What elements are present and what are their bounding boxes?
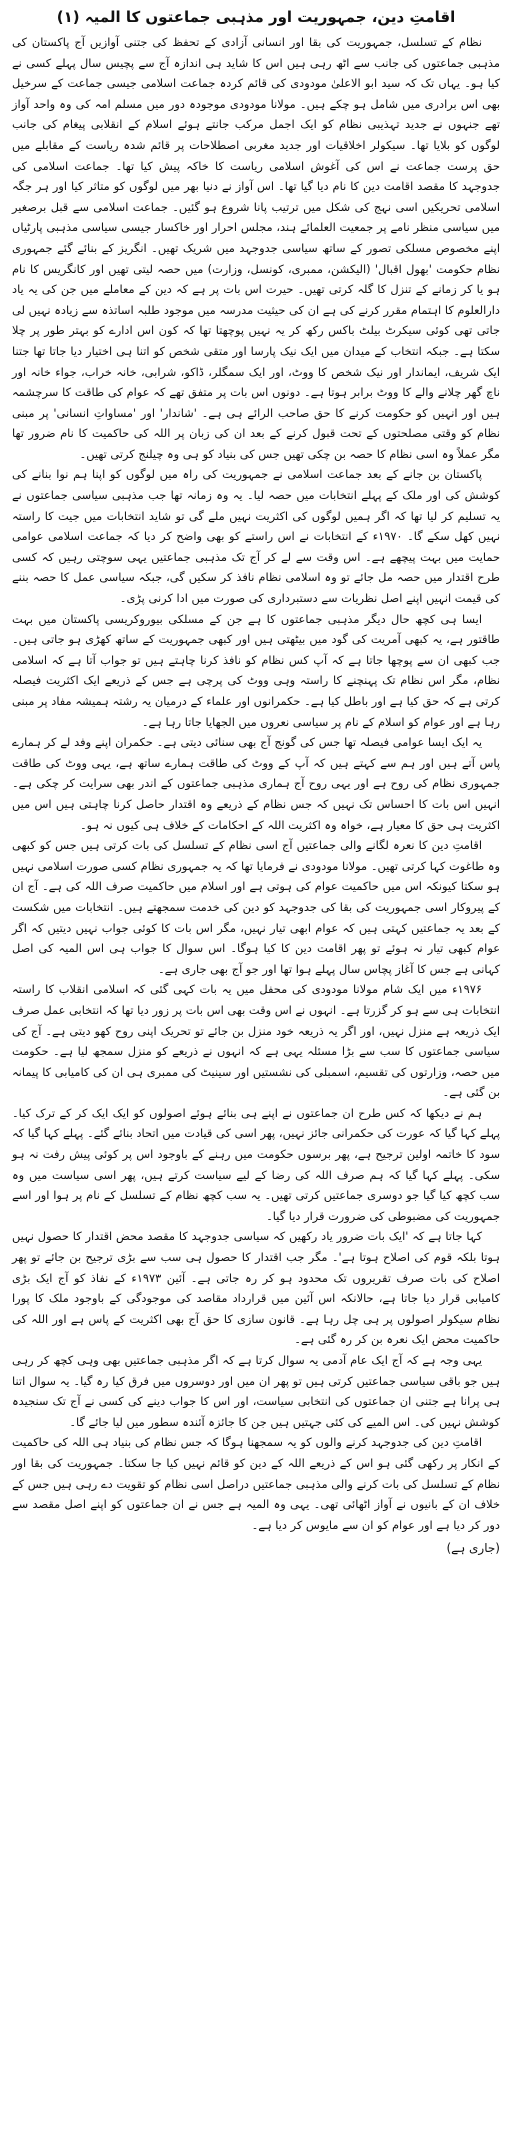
- article-body: [12, 32, 500, 1535]
- article-paragraph: یہ ایک ایسا عوامی فیصلہ تھا جس کی گونج آج بھی سنائی دیتی ہے۔ حکمران اپنے وفد لے کر ہمارے پاس آتے ہیں اور ہم سے کہتے ہیں کہ آپ کے ووٹ کی طاقت ہمارے ساتھ ہے، یہی ووٹ کی طاقت جمہوری نظام کی روح ہے اور یہی روح آج ہماری مذہبی جماعتوں کے اندر بھی سرایت کر چکی ہے۔ انہیں اس بات کا احساس تک نہیں کہ جس نظام کے ذریعے وہ اقتدار حاصل کرنا چاہتی ہیں اس میں اکثریت ہی حق کا معیار ہے، خواہ وہ اکثریت اللہ کے احکامات کے خلاف ہی کیوں نہ ہو۔: [12, 735, 500, 832]
- article-paragraph: نظام کے تسلسل، جمہوریت کی بقا اور انسانی آزادی کے تحفظ کی جتنی آوازیں آج پاکستان کی مذہبی جماعتوں کی جانب سے اٹھ رہی ہیں اس کا شاید ہی اندازہ آج سے پچیس سال پہلے کسی نے کیا ہو۔ یہاں تک کہ سید ابو الاعلیٰ مودودی کی قائم کردہ جماعت اسلامی جیسی جماعت کے سرخیل بھی اس برادری میں شامل ہو چکے ہیں۔ مولانا مودودی موجودہ دور میں مسلم امہ کی وہ واحد آواز تھے جنہوں نے جدید تہذیبی نظام کو ایک اجمل مرکب جانتے ہوئے اسلام کے انقلابی پیغام کی جانب لوگوں کو بلایا تھا۔ سیکولر اخلاقیات اور جدید مغربی اصطلاحات پر قائم شدہ ریاست کے مقابلے میں حق پرست جماعت نے اس کی آغوش اسلامی ریاست کا خاکہ پیش کیا تھا۔ جماعت اسلامی کی جدوجہد کا مقصد اقامت دین کا نام دیا گیا تھا۔ اس آواز نے دنیا بھر میں لوگوں کو متاثر کیا اور ہر جگہ اسلامی تحریکیں اسی نہج کی شکل میں ترتیب پانا شروع ہو گئیں۔ جماعت اسلامی سے قبل برصغیر میں سیاسی منظر نامے پر جمعیت العلمائے ہند، مجلس احرار اور خاکسار جیسی سیاسی مذہبی پارٹیاں اپنے مخصوص مسلکی تصور کے ساتھ سیاسی جدوجہد میں شریک تھیں۔ انگریز کے بنائے گئے جمہوری نظام حکومت 'بھول اقبال' (الیکشن، ممبری، کونسل، وزارت) میں حصہ لیتی تھیں اور کانگریس کا نام ہو یا کر زمانے کے تنزل کا گلہ کرتی تھیں۔ حیرت اس بات پر ہے کہ دین کے معاملے میں جن کی یہ یاد دارالعلوم کا اہتمام مقرر کرنے کی ہے ان کی حیثیت مدرسہ میں موجود طلبہ اساتذہ سے زیادہ نہیں لی جاتی تھی کوئی سیکرٹ بیلٹ باکس رکھ کر یہ نہیں پوچھتا تھا کہ کون اس ادارے کو بہتر طور پر چلا سکتا ہے۔ جبکہ انتخاب کے میدان میں ایک نیک پارسا اور متقی شخص کو اتنا ہی اختیار دیا جاتا تھا جتنا ایک شریف، ایماندار اور نیک شخص کا ووٹ، اور ایک سمگلر، ڈاکو، شرابی، خانہ خراب، جواء خانہ اور ناچ گھر چلانے والے کا ووٹ برابر ہوتا ہے۔ دونوں اس بات پر متفق تھے کہ عوام کی طاقت کا سرچشمہ ہیں اور انہیں کو حکومت کرنے کا حق صاحب الرائے ہی ہے۔ 'شاندار' اور 'مساواتِ انسانی' پر مبنی نظام کو وقتی مصلحتوں کے تحت قبول کرنے کے بعد ان کی زبان پر اللہ کی حاکمیت کا نام ضرور تھا مگر عملاً وہ اسی نظام کا حصہ بن چکی تھیں جس کی بنیاد کو ہی وہ چیلنج کرتی تھیں۔: [12, 35, 500, 461]
- article-paragraph: اقامتِ دین کا نعرہ لگانے والی جماعتیں آج اسی نظام کے تسلسل کی بات کرتی ہیں جس کو کبھی وہ طاغوت کہا کرتی تھیں۔ مولانا مودودی نے فرمایا تھا کہ یہ جمہوری نظام کسی صورت اسلامی نہیں ہو سکتا کیونکہ اس میں حاکمیت عوام کی ہوتی ہے اور اسلام میں حاکمیت صرف اللہ کی ہے۔ آج ان کے پیروکار اسی جمہوریت کی بقا کی جدوجہد کو دین کی خدمت سمجھتے ہیں۔ انتخابات میں شکست کے بعد یہ جماعتیں کہتی ہیں کہ عوام ابھی تیار نہیں، مگر اس بات کا کوئی جواب نہیں دیتیں کہ اگر عوام کبھی تیار نہ ہوئے تو پھر اقامت دین کا کیا ہوگا۔ اس سوال کا جواب ہی اس المیہ کی اصل کہانی ہے جس کا آغاز پچاس سال پہلے ہوا تھا اور جو آج بھی جاری ہے۔: [12, 838, 500, 976]
- article-paragraph: ایسا ہی کچھ حال دیگر مذہبی جماعتوں کا ہے جن کے مسلکی بیوروکریسی پاکستان میں بہت طاقتور ہے، یہ کبھی آمریت کی گود میں بیٹھتی ہیں اور کبھی جمہوریت کے ساتھ کھڑی ہو جاتی ہیں۔ جب کبھی ان سے پوچھا جاتا ہے کہ آپ کس نظام کو نافذ کرنا چاہتے ہیں تو جواب آتا ہے کہ اسلامی نظام، مگر اس نظام تک پہنچنے کا راستہ وہی ووٹ کی پرچی ہے جس کے ذریعے ایک اکثریت فیصلہ کرتی ہے کہ حق کیا ہے اور باطل کیا ہے۔ حکمرانوں اور علماء کے درمیان یہ رشتہ ہمیشہ مفاد پر مبنی رہا ہے اور عوام کو اسلام کے نام پر سیاسی نعروں میں الجھایا جاتا رہا ہے۔: [12, 611, 500, 729]
- article-paragraph: اقامتِ دین کی جدوجہد کرنے والوں کو یہ سمجھنا ہوگا کہ جس نظام کی بنیاد ہی اللہ کی حاکمیت کے انکار پر رکھی گئی ہو اس کے ذریعے اللہ کے دین کو قائم نہیں کیا جا سکتا۔ جمہوریت کی بقا اور نظام کے تسلسل کی بات کرنے والی مذہبی جماعتیں دراصل اسی نظام کو تقویت دے رہی ہیں جس کے خلاف ان کے بانیوں نے آواز اٹھائی تھی۔ یہی وہ المیہ ہے جس نے ان جماعتوں کو اپنے اصل مقصد سے دور کر دیا ہے اور عوام کو ان سے مایوس کر دیا ہے۔: [12, 1435, 500, 1532]
- article-paragraph: ۱۹۷۶ء میں ایک شام مولانا مودودی کی محفل میں یہ بات کہی گئی کہ اسلامی انقلاب کا راستہ انتخابات ہی سے ہو کر گزرتا ہے۔ انہوں نے اس وقت بھی اس بات پر زور دیا تھا کہ انتخابی عمل صرف ایک ذریعہ ہے منزل نہیں، اور اگر یہ ذریعہ خود منزل بن جائے تو تحریک اپنی روح کھو دیتی ہے۔ آج کی سیاسی جماعتوں کا سب سے بڑا مسئلہ یہی ہے کہ انہوں نے ذریعے کو منزل سمجھ لیا ہے۔ حکومت میں حصہ، وزارتوں کی تقسیم، اسمبلی کی نشستیں اور سینیٹ کی ممبری ہی ان کی کامیابی کا پیمانہ بن گئی ہے۔: [12, 982, 500, 1100]
- article-paragraph: یہی وجہ ہے کہ آج ایک عام آدمی یہ سوال کرتا ہے کہ اگر مذہبی جماعتیں بھی وہی کچھ کر رہی ہیں جو باقی سیاسی جماعتیں کرتی ہیں تو پھر ان میں اور دوسروں میں فرق کیا رہ گیا۔ یہ سوال اتنا ہی پرانا ہے جتنی ان جماعتوں کی انتخابی سیاست، اور اس کا جواب دینے کی کسی نے آج تک سنجیدہ کوشش نہیں کی۔ اس المیے کی کئی جہتیں ہیں جن کا جائزہ آئندہ سطور میں لیا جائے گا۔: [12, 1353, 500, 1429]
- article-paragraph: کہا جاتا ہے کہ 'ایک بات ضرور یاد رکھیں کہ سیاسی جدوجہد کا مقصد محض اقتدار کا حصول نہیں ہوتا بلکہ قوم کی اصلاح ہوتا ہے'۔ مگر جب اقتدار کا حصول ہی سب سے بڑی ترجیح بن جائے تو پھر اصلاح کی بات صرف تقریروں تک محدود ہو کر رہ جاتی ہے۔ آئین ۱۹۷۳ء کے نفاذ کو آج ایک بڑی کامیابی قرار دیا جاتا ہے، حالانکہ اس آئین میں قرارداد مقاصد کی موجودگی کے باوجود ملک کا پورا نظام سیکولر اصولوں پر ہی چل رہا ہے۔ قانون سازی کا حق آج بھی اکثریت کے پاس ہے اور اللہ کی حاکمیت محض ایک نعرہ بن کر رہ گئی ہے۔: [12, 1229, 500, 1347]
- article-headline: اقامتِ دین، جمہوریت اور مذہبی جماعتوں کا المیہ (۱): [56, 8, 456, 26]
- article-paragraph: پاکستان بن جانے کے بعد جماعت اسلامی نے جمہوریت کی راہ میں لوگوں کو اپنا ہم نوا بنانے کی کوشش کی اور ملک کے پہلے انتخابات میں حصہ لیا۔ یہ وہ زمانہ تھا جب مذہبی سیاسی جماعتوں نے یہ تسلیم کر لیا تھا کہ اگر ہمیں لوگوں کی اکثریت نہیں ملے گی تو شاید انتخابات میں جیت کا راستہ نہیں کھل سکے گا۔ ۱۹۷۰ء کے انتخابات نے اس راستے کو بھی واضح کر دیا کہ جماعت اسلامی عوامی حمایت میں بہت پیچھے ہے۔ اس وقت سے لے کر آج تک مذہبی جماعتیں یہی سوچتی رہیں کہ کسی طرح اقتدار میں حصہ مل جائے تو وہ اسلامی نظام نافذ کر سکیں گی، جبکہ سیاسی عمل کا حصہ بننے کی قیمت انہیں اپنے اصل نظریات سے دستبرداری کی صورت میں ادا کرنی پڑی۔: [12, 467, 500, 606]
- article-paragraph: ہم نے دیکھا کہ کس طرح ان جماعتوں نے اپنے ہی بنائے ہوئے اصولوں کو ایک ایک کر کے ترک کیا۔ پہلے کہا گیا کہ عورت کی حکمرانی جائز نہیں، پھر اسی کی قیادت میں اتحاد بنائے گئے۔ پہلے کہا گیا کہ سود کا خاتمہ اولین ترجیح ہے، پھر برسوں حکومت میں رہنے کے باوجود اس پر کوئی پیش رفت نہ ہو سکی۔ پہلے کہا گیا کہ ہم صرف اللہ کی رضا کے لیے سیاست کرتے ہیں، پھر اسی سیاست میں وہ سب کچھ کیا گیا جو دوسری جماعتیں کرتی تھیں۔ یہ سب کچھ نظام کے تسلسل کے نام پر ہوا اور اسے جمہوریت کی مضبوطی کی ضرورت قرار دیا گیا۔: [12, 1105, 500, 1223]
- continued-label: (جاری ہے): [446, 1541, 500, 1556]
